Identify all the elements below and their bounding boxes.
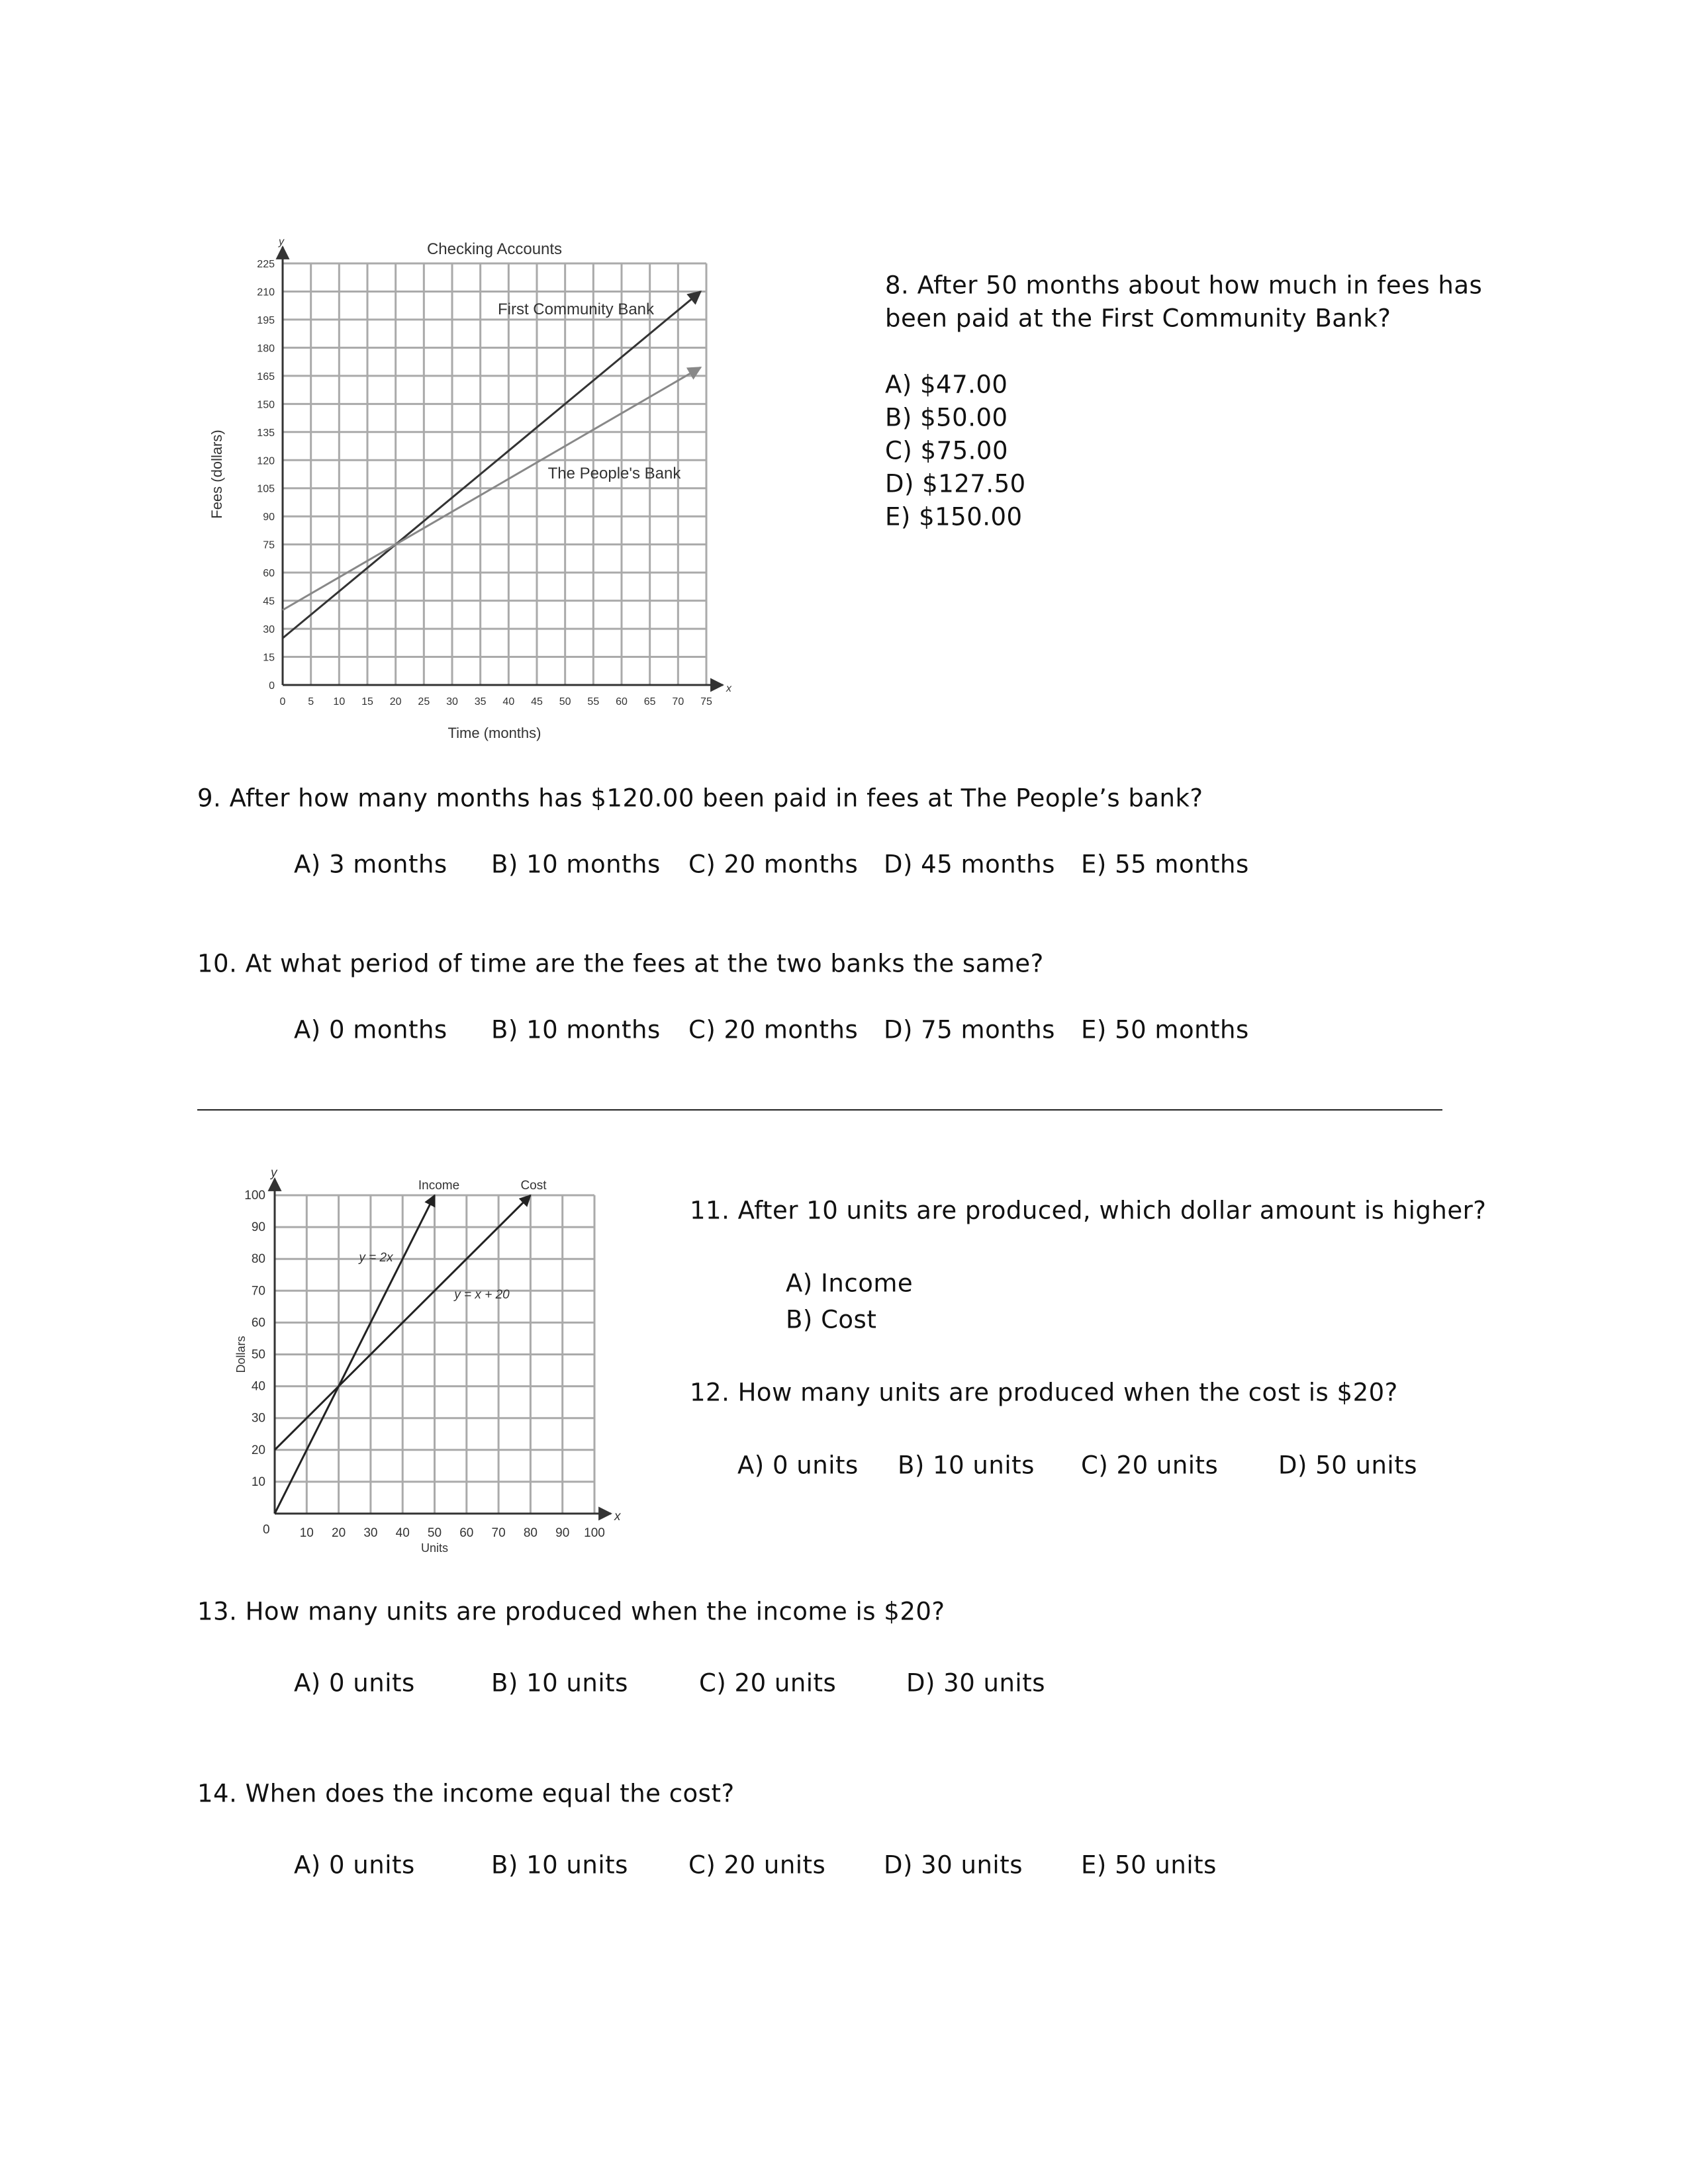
x-tick-label: 60 — [616, 696, 628, 707]
x-tick-label: 5 — [308, 696, 314, 707]
x-tick-label: 20 — [332, 1526, 346, 1540]
q8-option-c[interactable]: C) $75.00 — [885, 436, 1008, 465]
series-label: Income — [418, 1179, 460, 1193]
x-tick-label: 40 — [502, 696, 515, 707]
y-tick-label: 80 — [251, 1252, 265, 1267]
y-tick-label: 60 — [251, 1316, 265, 1330]
y-tick-label: 15 — [263, 652, 275, 664]
x-tick-label: 70 — [491, 1526, 506, 1540]
y-tick-label: 0 — [269, 680, 275, 692]
y-tick-label: 105 — [257, 483, 275, 495]
q14-option-b[interactable]: B) 10 units — [491, 1850, 628, 1880]
q9-option-c[interactable]: C) 20 months — [688, 850, 859, 879]
x-axis-title: Units — [420, 1541, 449, 1555]
x-tick-label: 40 — [395, 1526, 410, 1540]
q14-option-c[interactable]: C) 20 units — [688, 1850, 826, 1880]
q9-option-a[interactable]: A) 3 months — [294, 850, 447, 879]
x-tick-label: 15 — [361, 696, 373, 707]
x-tick-label: 30 — [446, 696, 458, 707]
x-tick-label: 80 — [523, 1526, 538, 1540]
x-tick-label: 70 — [672, 696, 684, 707]
x-tick-label: 50 — [427, 1526, 442, 1540]
q14-option-e[interactable]: E) 50 units — [1081, 1850, 1217, 1880]
q8-option-d[interactable]: D) $127.50 — [885, 469, 1026, 498]
x-tick-label: 50 — [559, 696, 571, 707]
q12-option-c[interactable]: C) 20 units — [1081, 1451, 1219, 1480]
section-divider — [197, 1109, 1442, 1111]
x-tick-label: 30 — [363, 1526, 378, 1540]
y-tick-label: 210 — [257, 287, 275, 298]
series-label: Cost — [520, 1179, 547, 1193]
x-axis-title: Time (months) — [447, 725, 541, 741]
x-axis-letter: x — [726, 683, 731, 694]
q8-prompt: 8. After 50 months about how much in fees has — [885, 271, 1483, 300]
q12-option-a[interactable]: A) 0 units — [737, 1451, 859, 1480]
x-tick-label: 65 — [643, 696, 656, 707]
q8-option-e[interactable]: E) $150.00 — [885, 502, 1023, 531]
q14-prompt: 14. When does the income equal the cost? — [197, 1779, 735, 1808]
x-tick-label: 55 — [587, 696, 600, 707]
q13-option-d[interactable]: D) 30 units — [906, 1668, 1045, 1698]
chart-title: Checking Accounts — [426, 240, 563, 258]
q13-option-a[interactable]: A) 0 units — [294, 1668, 415, 1698]
y-tick-label: 75 — [263, 539, 275, 551]
q9-option-e[interactable]: E) 55 months — [1081, 850, 1249, 879]
equation-label: y = 2x — [359, 1251, 393, 1265]
series-label: The People's Bank — [547, 465, 681, 482]
y-tick-label: 10 — [251, 1475, 265, 1489]
q13-option-b[interactable]: B) 10 units — [491, 1668, 628, 1698]
y-tick-label: 50 — [251, 1347, 265, 1362]
q13-prompt: 13. How many units are produced when the income is $20? — [197, 1597, 945, 1626]
q10-option-d[interactable]: D) 75 months — [884, 1015, 1055, 1044]
q10-option-b[interactable]: B) 10 months — [491, 1015, 661, 1044]
x-tick-label: 45 — [531, 696, 543, 707]
x-tick-label: 0 — [279, 696, 286, 707]
y-axis-title: Fees (dollars) — [209, 430, 225, 519]
q10-option-e[interactable]: E) 50 months — [1081, 1015, 1249, 1044]
q13-option-c[interactable]: C) 20 units — [699, 1668, 837, 1698]
series-label: First Community Bank — [497, 300, 655, 318]
y-tick-label: 120 — [257, 455, 275, 467]
x-tick-label: 20 — [389, 696, 402, 707]
x-tick-label: 10 — [333, 696, 346, 707]
x-axis-letter: x — [614, 1510, 621, 1524]
q14-option-d[interactable]: D) 30 units — [884, 1850, 1023, 1880]
y-tick-label: 20 — [251, 1443, 265, 1457]
q11-option-a[interactable]: A) Income — [786, 1269, 914, 1298]
y-axis-title: Dollars — [234, 1336, 248, 1373]
origin-label: 0 — [263, 1523, 270, 1537]
q10-prompt: 10. At what period of time are the fees at the two banks the same? — [197, 949, 1044, 978]
q8-option-b[interactable]: B) $50.00 — [885, 403, 1008, 432]
y-tick-label: 135 — [257, 427, 275, 439]
x-tick-label: 25 — [418, 696, 430, 707]
q9-option-b[interactable]: B) 10 months — [491, 850, 661, 879]
q8-prompt-line2: been paid at the First Community Bank? — [885, 304, 1391, 333]
q12-prompt: 12. How many units are produced when the cost is $20? — [690, 1378, 1398, 1407]
y-tick-label: 225 — [257, 259, 275, 270]
y-tick-label: 150 — [257, 399, 275, 411]
x-tick-label: 100 — [584, 1526, 605, 1540]
x-tick-label: 35 — [474, 696, 487, 707]
y-tick-label: 90 — [251, 1220, 265, 1235]
q10-option-a[interactable]: A) 0 months — [294, 1015, 447, 1044]
y-tick-label: 45 — [263, 596, 275, 608]
y-tick-label: 40 — [251, 1379, 265, 1394]
y-tick-label: 30 — [251, 1411, 265, 1426]
y-tick-label: 70 — [251, 1284, 265, 1298]
x-tick-label: 10 — [299, 1526, 314, 1540]
y-tick-label: 180 — [257, 343, 275, 355]
q8-option-a[interactable]: A) $47.00 — [885, 370, 1008, 399]
y-tick-label: 30 — [263, 624, 275, 636]
q9-option-d[interactable]: D) 45 months — [884, 850, 1055, 879]
x-tick-label: 75 — [700, 696, 712, 707]
y-tick-label: 165 — [257, 371, 275, 383]
q11-option-b[interactable]: B) Cost — [786, 1305, 877, 1334]
y-tick-label: 100 — [244, 1189, 265, 1203]
x-tick-label: 90 — [555, 1526, 570, 1540]
q12-option-d[interactable]: D) 50 units — [1278, 1451, 1417, 1480]
q10-option-c[interactable]: C) 20 months — [688, 1015, 859, 1044]
y-axis-letter: y — [271, 1166, 277, 1180]
q12-option-b[interactable]: B) 10 units — [898, 1451, 1035, 1480]
x-tick-label: 60 — [459, 1526, 474, 1540]
y-tick-label: 60 — [263, 568, 275, 580]
q9-prompt: 9. After how many months has $120.00 been paid in fees at The People’s bank? — [197, 784, 1203, 813]
y-tick-label: 195 — [257, 314, 275, 326]
q11-prompt: 11. After 10 units are produced, which dollar amount is higher? — [690, 1196, 1487, 1225]
q14-option-a[interactable]: A) 0 units — [294, 1850, 415, 1880]
equation-label: y = x + 20 — [454, 1288, 510, 1302]
y-axis-letter: y — [279, 236, 284, 248]
y-tick-label: 90 — [263, 512, 275, 523]
